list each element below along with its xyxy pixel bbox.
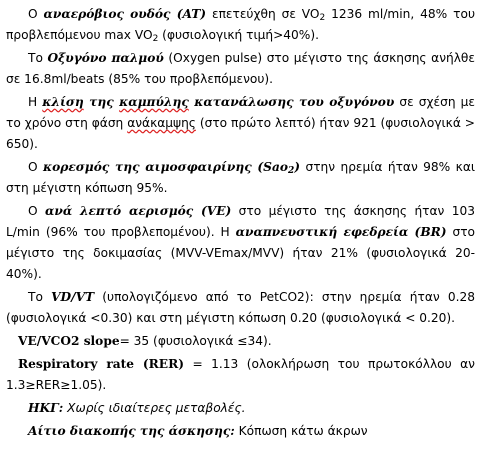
subscript: 2 (288, 166, 295, 176)
text: (Oxygen pulse) στο μέγιστο της άσκησης ανήλθε σε 16.8ml/beats (85% του προβλεπόμενου). (6, 51, 475, 86)
term-ventilation: ανά λεπτό αερισμός (VE) (45, 204, 232, 218)
term-stop-reason: Αίτιο διακοπής της άσκησης: (28, 424, 235, 438)
subscript: 2 (152, 34, 159, 44)
text: Το (28, 51, 48, 65)
term-ecg: ΗΚΓ: (28, 401, 64, 415)
text-recovery: ανάκαμψης (127, 116, 196, 130)
paragraph-stop-reason (6, 421, 475, 442)
paragraph-oxygen-pulse (6, 48, 475, 90)
paragraph-rer (6, 354, 475, 396)
text: στην ηρεμία ήταν 98% και στη μέγιστη κόπωση 95%. (6, 160, 475, 195)
text: Ο (28, 204, 45, 218)
text: (στο πρώτο λεπτό) ήταν 921 (φυσιολογικά > 650). (6, 116, 475, 151)
paragraph-sao2 (6, 157, 475, 199)
text: Χωρίς ιδιαίτερες μεταβολές. (63, 401, 246, 415)
text: στο μέγιστο της άσκησης ήταν 103 L/min (96% του προβλεπομένου). Η (6, 204, 476, 239)
term-vdvt: VD/VT (51, 290, 95, 304)
text: στο μέγιστο της δοκιμασίας (MVV-VEmax/MVV) ήταν 21% (φυσιολογικά 20-40%). (6, 225, 475, 281)
text: επετεύχθη σε VO (206, 7, 320, 21)
text: Το (28, 290, 52, 304)
term-slope-d: κατανάλωσης του οξυγόνου (188, 95, 395, 109)
paragraph-ve-vco2 (6, 331, 475, 352)
text: = 1.13 (ολοκλήρωση του πρωτοκόλλου αν 1.3≥RER≥1.05). (6, 357, 475, 392)
text: Κόπωση κάτω άκρων (234, 424, 368, 438)
term-slope-c: καμπύλης (119, 95, 189, 109)
paragraph-oxygen-slope (6, 92, 475, 155)
text: Ο (28, 160, 44, 174)
text: (υπολογιζόμενο από το PetCO2): στην ηρεμία ήταν 0.28 (φυσιολογικά <0.30) και στη μέγιστη κόπωση 0.20 (φυσιολογικά < 0.20). (6, 290, 475, 325)
paragraph-anaerobic-threshold (6, 4, 475, 46)
term-anaerobic-threshold: αναερόβιος ουδός (AT) (43, 7, 207, 21)
paragraph-vdvt (6, 287, 475, 329)
subscript: 2 (319, 13, 326, 23)
term-sao2: κορεσμός της αιμοσφαιρίνης (Sao (43, 160, 289, 174)
paragraph-ventilation (6, 201, 475, 285)
text: Ο (28, 7, 44, 21)
text: 1236 ml/min, 48% του προβλεπόμενου max VO (6, 7, 475, 42)
term-rer: Respiratory rate (RER) (18, 357, 184, 371)
text: = 35 (φυσιολογικά ≤34). (119, 334, 272, 348)
term-oxygen-pulse: Οξυγόνο παλμού (47, 51, 164, 65)
paragraph-ecg (6, 398, 475, 419)
term-ve-vco2: VE/VCO2 slope (18, 334, 120, 348)
term-slope-a: κλίση (42, 95, 84, 109)
term-slope-b: της (83, 95, 120, 109)
text: (φυσιολογική τιμή>40%). (158, 28, 319, 42)
term-breathing-reserve: αναπνευστική εφεδρεία (BR) (235, 225, 447, 239)
text: Η (28, 95, 43, 109)
term-sao2-end: ) (294, 160, 301, 174)
text: σε σχέση με το χρόνο στη φάση (6, 95, 476, 130)
